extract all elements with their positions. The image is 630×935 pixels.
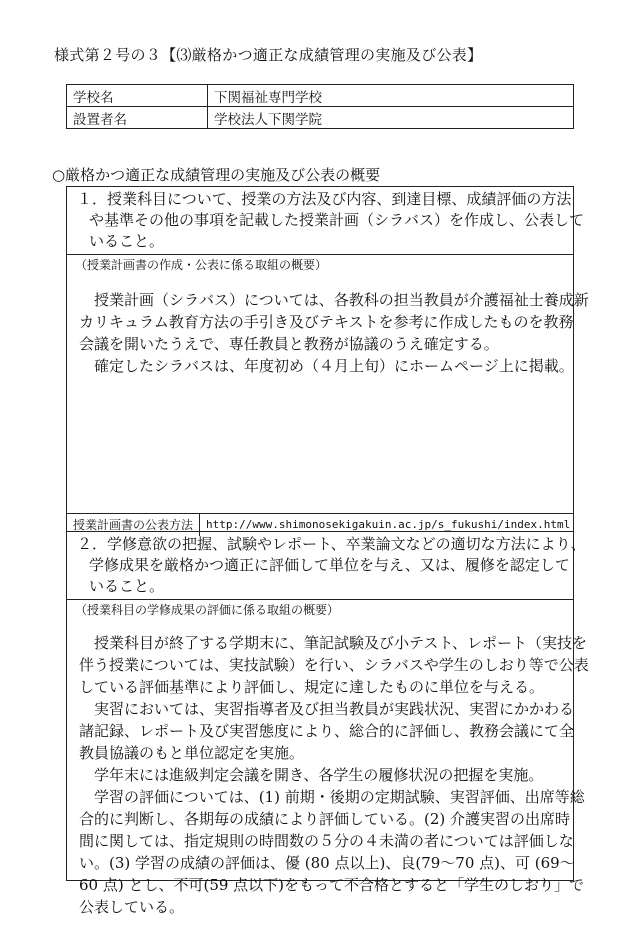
overview-title: ○厳格かつ適正な成績管理の実施及び公表の概要 (52, 166, 381, 184)
section2-heading (67, 532, 586, 600)
table-row (67, 107, 574, 129)
section1-heading-line: １．授業科目について、授業の方法及び内容、到達目標、成績評価の方法 (77, 190, 572, 208)
body-line: 会議を開いたうえで、専任教員と教務が協議のうえ確定する。 (79, 335, 499, 353)
section2-subheading: （授業科目の学修成果の評価に係る取組の概要） (75, 603, 340, 617)
body-line: 公表している。 (79, 898, 185, 916)
founder-name-label: 設置者名 (67, 107, 208, 129)
body-line: 合的に判断し、各期毎の成績により評価している。(2) 介護実習の出席時 (79, 810, 571, 828)
body-line: 確定したシラバスは、年度初め（４月上旬）にホームページ上に掲載。 (79, 357, 574, 375)
body-line: している評価基準により評価し、規定に達したものに単位を与える。 (79, 678, 545, 696)
body-line: 学年末には進級判定会議を開き、各学生の履修状況の把握を実施。 (79, 766, 544, 784)
school-name-label: 学校名 (67, 85, 208, 107)
section1-heading-line: や基準その他の事項を記載した授業計画（シラバス）を作成し、公表して (89, 211, 585, 229)
section2-heading-line: いること。 (89, 577, 165, 595)
section2-box (66, 531, 589, 916)
section1-body (67, 289, 589, 513)
publication-method-url[interactable]: http://www.shimonosekigakuin.ac.jp/s_fukushi/index.html (206, 518, 571, 531)
section1-heading-line: いること。 (89, 232, 165, 250)
body-line: 諸記録、レポート及び実習態度により、総合的に評価し、教務会議にて全 (79, 722, 575, 740)
body-line: 間に関しては、指定規則の時間数の５分の４未満の者については評価しな (79, 832, 574, 850)
body-line: 60 点) とし、不可(59 点以下)をもって不合格とすると「学生のしおり」で (79, 876, 585, 894)
section2-body (67, 632, 589, 918)
school-info-table (66, 84, 574, 129)
form-heading: 様式第２号の３【⑶厳格かつ適正な成績管理の実施及び公表】 (54, 46, 483, 64)
body-line: カリキュラム教育方法の手引き及びテキストを参考に作成したものを教務 (79, 313, 574, 331)
section1-box (66, 186, 589, 532)
body-line: 実習においては、実習指導者及び担当教員が実践状況、実習にかかわる (79, 700, 575, 718)
section2-heading-line: ２．学修意欲の把握、試験やレポート、卒業論文などの適切な方法により、 (77, 535, 586, 553)
body-line: 伴う授業については、実技試験）を行い、シラバスや学生のしおり等で公表 (79, 656, 589, 674)
founder-name-value: 学校法人下関学院 (208, 107, 574, 129)
table-row (67, 85, 574, 107)
publication-method-label: 授業計画書の公表方法 (67, 514, 200, 536)
body-line: 教員協議のもと単位認定を実施。 (79, 744, 305, 762)
section1-heading (67, 187, 585, 255)
section2-heading-line: 学修成果を厳格かつ適正に評価して単位を与え、又は、履修を認定して (89, 556, 570, 574)
body-line: 学習の評価については、(1) 前期・後期の定期試験、実習評価、出席等総 (79, 788, 585, 806)
school-name-value: 下関福祉専門学校 (208, 85, 574, 107)
body-line: い。(3) 学習の成績の評価は、優 (80 点以上)、良(79～70 点)、可 (69～ (79, 854, 575, 872)
section1-subheading: （授業計画書の作成・公表に係る取組の概要） (75, 258, 328, 272)
body-line: 授業科目が終了する学期末に、筆記試験及び小テスト、レポート（実技を (79, 634, 588, 652)
body-line: 授業計画（シラバス）については、各教科の担当教員が介護福祉士養成新 (79, 291, 589, 309)
